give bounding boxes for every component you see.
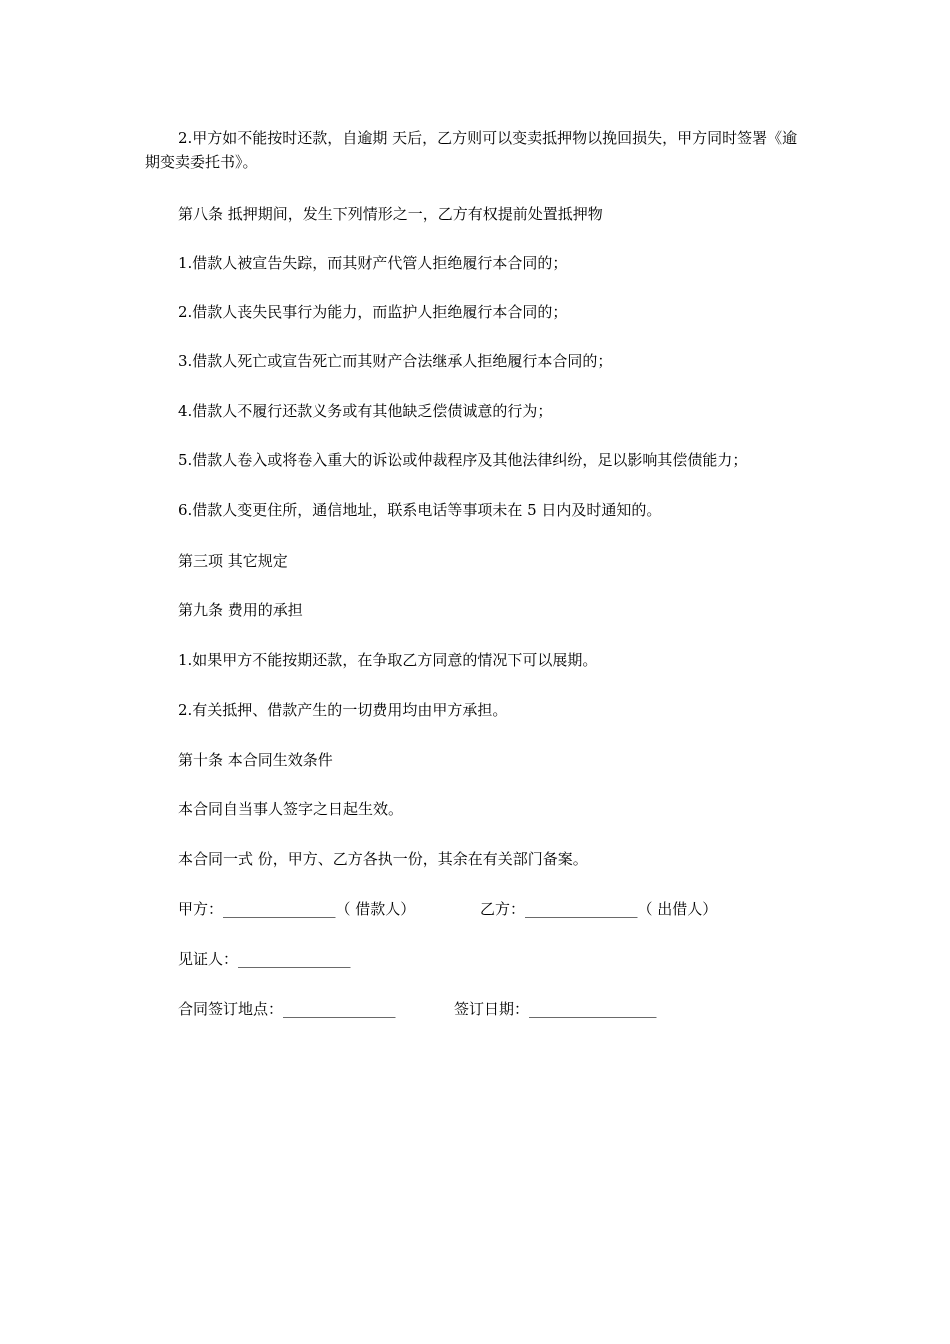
party-b-signature: 乙方：_______________（ 出借人）	[480, 900, 718, 918]
party-a-signature: 甲方：_______________（ 借款人）	[178, 900, 416, 918]
article-8-item-1: 1.借款人被宣告失踪，而其财产代管人拒绝履行本合同的；	[178, 254, 568, 272]
article-8-item-2: 2.借款人丧失民事行为能力，而监护人拒绝履行本合同的；	[178, 303, 568, 321]
article-10-heading: 第十条 本合同生效条件	[178, 751, 333, 769]
signing-place: 合同签订地点：_______________	[178, 1000, 396, 1018]
paragraph-repayment-overdue: 2.甲方如不能按时还款，自逾期 天后，乙方则可以变卖抵押物以挽回损失，甲方同时签署《逾期变卖委托书》。	[145, 129, 798, 171]
article-9-item-2: 2.有关抵押、借款产生的一切费用均由甲方承担。	[178, 701, 508, 719]
article-8-item-3: 3.借款人死亡或宣告死亡而其财产合法继承人拒绝履行本合同的；	[178, 352, 613, 370]
article-8-item-6: 6.借款人变更住所，通信地址，联系电话等事项未在 5 日内及时通知的。	[178, 501, 662, 519]
article-8-heading: 第八条 抵押期间，发生下列情形之一，乙方有权提前处置抵押物	[178, 205, 603, 223]
copies-clause: 本合同一式 份，甲方、乙方各执一份，其余在有关部门备案。	[178, 850, 588, 868]
effective-clause: 本合同自当事人签字之日起生效。	[178, 800, 404, 818]
witness-signature: 见证人：_______________	[178, 950, 351, 968]
article-8-item-5: 5.借款人卷入或将卷入重大的诉讼或仲裁程序及其他法律纠纷，足以影响其偿债能力；	[178, 451, 748, 469]
article-9-item-1: 1.如果甲方不能按期还款，在争取乙方同意的情况下可以展期。	[178, 651, 598, 669]
section-3-heading: 第三项 其它规定	[178, 552, 288, 570]
article-8-item-4: 4.借款人不履行还款义务或有其他缺乏偿债诚意的行为；	[178, 402, 553, 420]
article-9-heading: 第九条 费用的承担	[178, 601, 303, 619]
signing-date: 签订日期：_________________	[454, 1000, 657, 1018]
